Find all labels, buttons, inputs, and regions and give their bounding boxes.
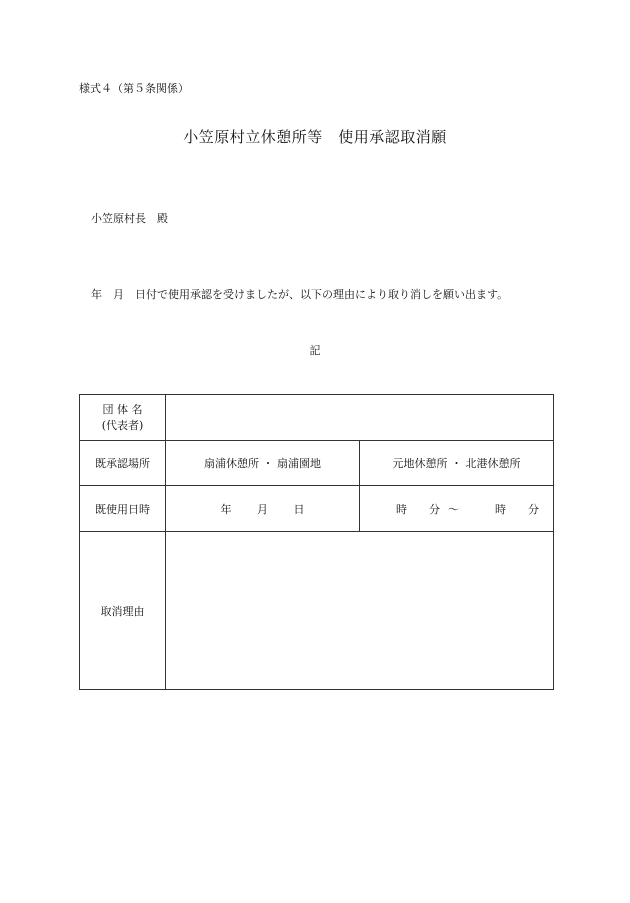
form-number: 様式４（第５条関係） bbox=[79, 82, 189, 95]
datetime-row bbox=[80, 486, 554, 532]
datetime-label: 既使用日時 bbox=[80, 486, 166, 532]
organization-label bbox=[80, 395, 166, 441]
location-option-ogiura[interactable]: 扇浦休憩所 ・ 扇浦園地 bbox=[166, 441, 360, 486]
location-option-motochi[interactable]: 元地休憩所 ・ 北港休憩所 bbox=[360, 441, 554, 486]
time-hour-start: 時 bbox=[396, 502, 407, 516]
date-field[interactable]: 年 月 日 bbox=[166, 486, 360, 532]
reason-row bbox=[80, 532, 554, 690]
time-minute-end: 分 bbox=[528, 502, 539, 516]
time-hour-end: 時 bbox=[495, 502, 506, 516]
ki-marker: 記 bbox=[309, 344, 321, 357]
organization-field[interactable] bbox=[166, 395, 554, 441]
time-minute-start: 分 bbox=[429, 502, 440, 516]
time-field[interactable] bbox=[360, 486, 554, 532]
location-label: 既承認場所 bbox=[80, 441, 166, 486]
document-title: 小笠原村立休憩所等 使用承認取消願 bbox=[183, 128, 447, 146]
reason-label: 取消理由 bbox=[80, 532, 166, 690]
organization-label-line1: 団 体 名 bbox=[102, 402, 143, 416]
request-statement: 年 月 日付で使用承認を受けましたが、以下の理由により取り消しを願い出ます。 bbox=[91, 288, 509, 301]
reason-field[interactable] bbox=[166, 532, 554, 690]
organization-row bbox=[80, 395, 554, 441]
addressee: 小笠原村長 殿 bbox=[91, 212, 168, 225]
application-form-table bbox=[79, 394, 554, 690]
location-row bbox=[80, 441, 554, 486]
organization-label-line2: (代表者) bbox=[101, 418, 144, 432]
time-range-tilde: ～ bbox=[448, 502, 459, 516]
